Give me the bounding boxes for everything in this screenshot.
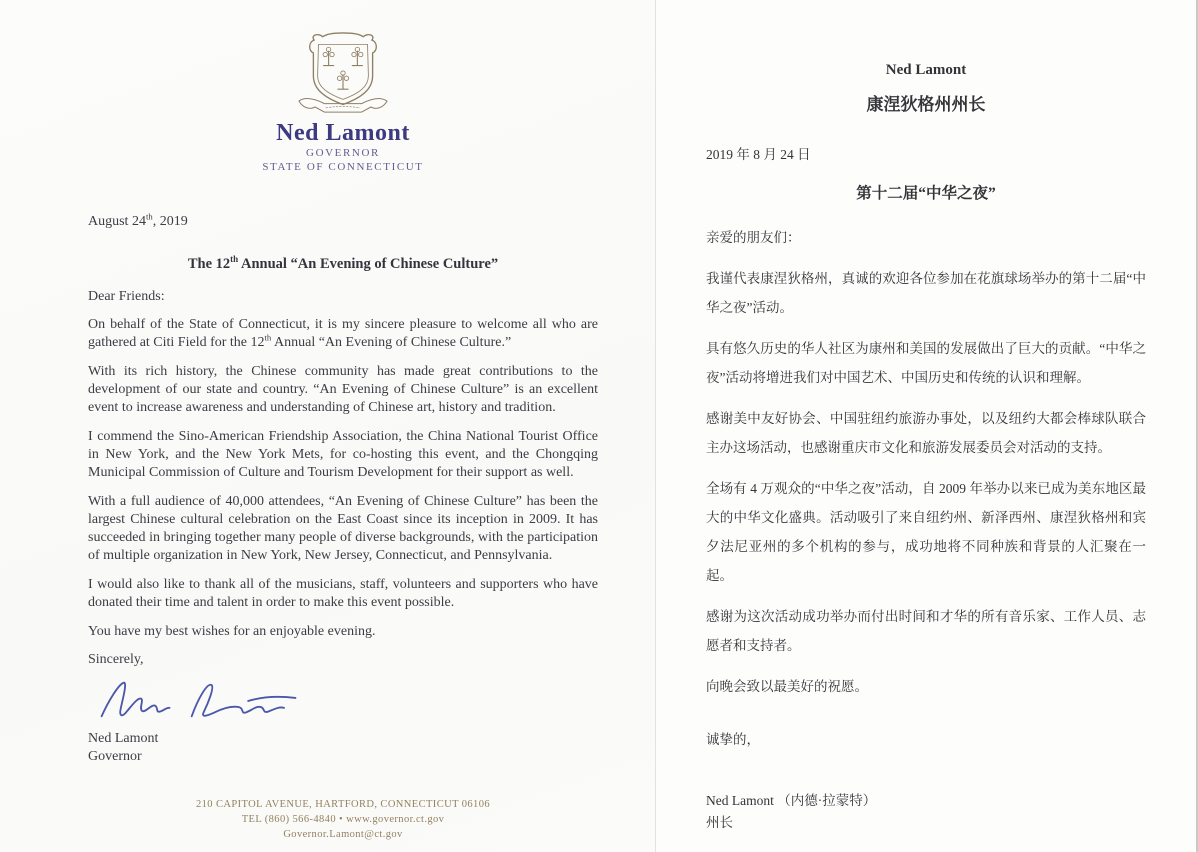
footer-tel-web: TEL (860) 566-4840 • www.governor.ct.gov — [241, 814, 445, 825]
body-paragraph-3: I commend the Sino-American Friendship Association, the China National Tourist Office in New York, and the New York Mets, for co-hosting this event, and the Chongqing Municipal Commission of Culture and Tourism Development for their support as well. — [88, 429, 598, 480]
body-paragraph-1 — [88, 316, 598, 352]
letter-footer — [88, 797, 598, 842]
body-paragraph-6: You have my best wishes for an enjoyable evening. — [88, 624, 376, 639]
body-paragraph-2: With its rich history, the Chinese community has made great contributions to the development of our state and country. “An Evening of Chinese Culture” is an excellent event to increase awareness and understanding of Chinese art, history and tradition. — [88, 364, 598, 415]
body-paragraph-5: I would also like to thank all of the musicians, staff, volunteers and supporters who have donated their time and talent in order to make this event possible. — [88, 577, 598, 610]
header-title: 康涅狄格州州长 — [866, 95, 986, 114]
signer-name-cn: Ned Lamont （内德·拉蒙特） — [706, 793, 877, 808]
closing: Sincerely, — [88, 652, 144, 667]
date-year: , 2019 — [152, 214, 188, 229]
letterhead-role: GOVERNOR — [306, 147, 380, 159]
body-paragraph-cn-6: 向晚会致以最美好的祝愿。 — [706, 679, 868, 694]
letter-subject — [88, 256, 598, 273]
salutation-cn: 亲爱的朋友们： — [706, 230, 801, 245]
date-text: August 24 — [88, 214, 146, 229]
body-paragraph-4: With a full audience of 40,000 attendees, “An Evening of Chinese Culture” has been the largest Chinese cultural celebration on the East Coast since its inception in 2009. It has succeeded in bringing together many people of diverse backgrounds, with the participation of multiple organization in New York, New Jersey, Connecticut, and Pennsylvania. — [88, 494, 598, 563]
ned-lamont-signature-icon — [94, 672, 326, 730]
letter-date — [88, 211, 598, 230]
closing-cn: 诚挚的， — [706, 732, 760, 747]
signer-title-cn: 州长 — [706, 815, 733, 830]
signer-title: Governor — [88, 749, 142, 764]
connecticut-coat-of-arms-icon — [291, 30, 395, 118]
body-paragraph-cn-3: 感谢美中友好协会、中国驻纽约旅游办事处，以及纽约大都会棒球队联合主办这场活动，也感谢重庆市文化和旅游发展委员会对活动的支持。 — [706, 411, 1146, 455]
subject-rest: Annual “An Evening of Chinese Culture” — [238, 256, 499, 272]
letterhead-name: Ned Lamont — [276, 120, 410, 146]
letter-page-chinese — [655, 0, 1198, 852]
body-paragraph-cn-4: 全场有 4 万观众的“中华之夜”活动，自 2009 年举办以来已成为美东地区最大的中华文化盛典。活动吸引了来自纽约州、新泽西州、康涅狄格州和宾夕法尼亚州的多个机构的参与，成功地将不同种族和背景的人汇聚在一起。 — [706, 481, 1146, 583]
footer-address: 210 CAPITOL AVENUE, HARTFORD, CONNECTICUT 06106 — [195, 799, 490, 810]
paragraph-text: On behalf of the State of Connecticut, it is my sincere pleasure to welcome all who are gathered at Citi Field for the 12 — [88, 317, 598, 350]
body-paragraph-cn-2: 具有悠久历史的华人社区为康州和美国的发展做出了巨大的贡献。“中华之夜”活动将增进我们对中国艺术、中国历史和传统的认识和理解。 — [706, 341, 1146, 385]
letter-date-cn: 2019 年 8 月 24 日 — [706, 147, 811, 162]
salutation: Dear Friends: — [88, 289, 165, 304]
header-name: Ned Lamont — [885, 62, 967, 78]
subject-ordinal: th — [230, 254, 239, 265]
letterhead — [88, 30, 598, 174]
paragraph-rest: Annual “An Evening of Chinese Culture.” — [271, 335, 512, 350]
footer-email: Governor.Lamont@ct.gov — [283, 829, 403, 840]
subject-text: The 12 — [187, 256, 231, 272]
signer-name: Ned Lamont — [88, 731, 159, 746]
body-paragraph-cn-5: 感谢为这次活动成功举办而付出时间和才华的所有音乐家、工作人员、志愿者和支持者。 — [706, 609, 1146, 653]
letter-subject-cn: 第十二届“中华之夜” — [856, 185, 996, 202]
paragraph-ordinal: th — [264, 332, 272, 343]
body-paragraph-cn-1: 我谨代表康涅狄格州，真诚的欢迎各位参加在花旗球场举办的第十二届“中华之夜”活动。 — [706, 271, 1146, 315]
date-ordinal: th — [145, 211, 153, 222]
letterhead-state: STATE OF CONNECTICUT — [262, 161, 424, 173]
